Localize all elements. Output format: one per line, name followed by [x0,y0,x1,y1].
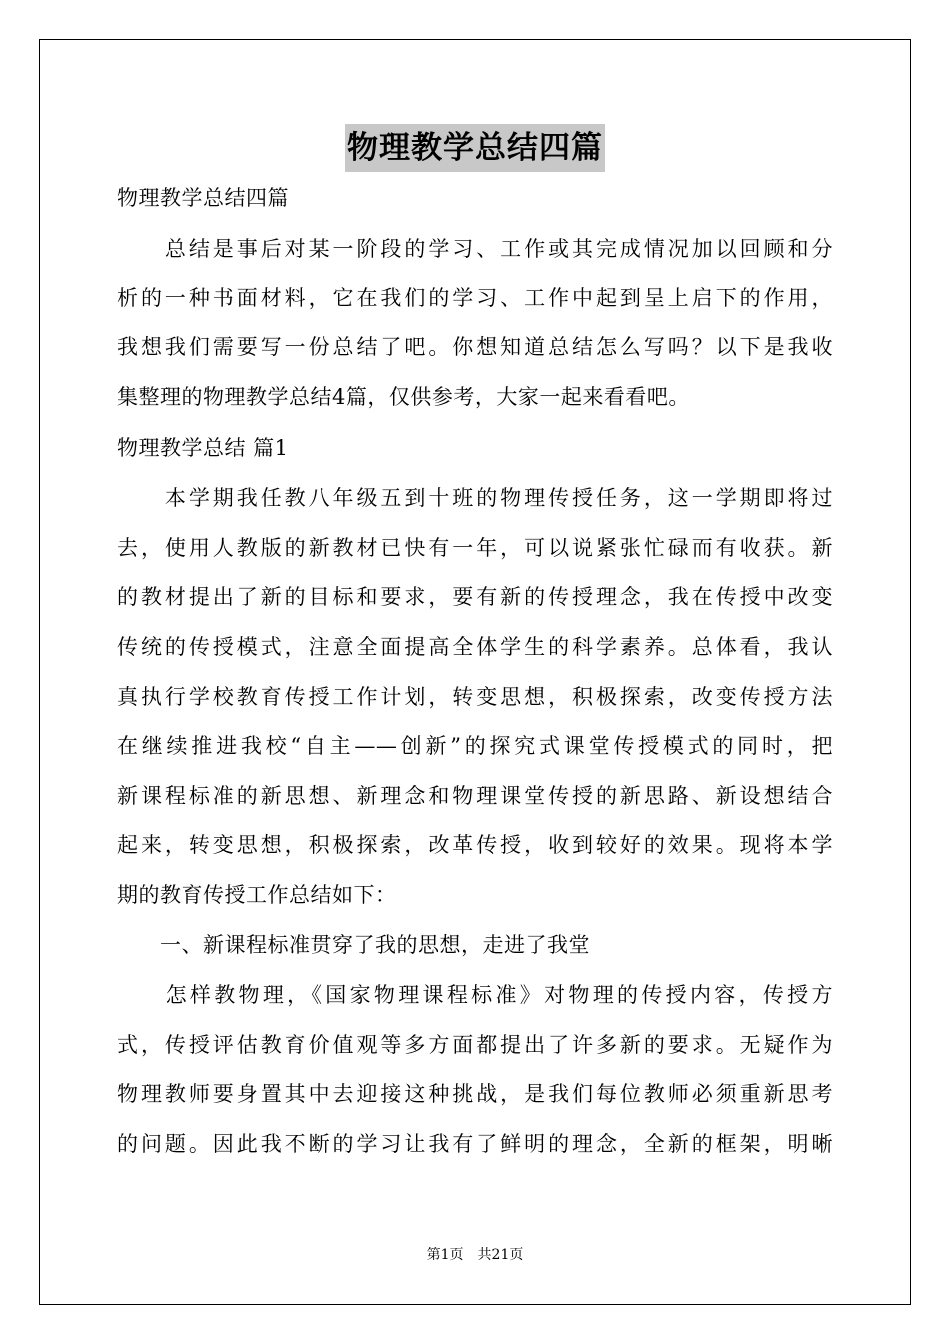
title-container [117,124,833,172]
paragraph-line: 去，使用人教版的新教材已快有一年，可以说紧张忙碌而有收获。新 [117,536,833,560]
paragraph-line: 本学期我任教八年级五到十班的物理传授任务，这一学期即将过 [117,486,833,510]
paragraph-line: 物理教师要身置其中去迎接这种挑战，是我们每位教师必须重新思考 [117,1082,833,1106]
paragraph-line: 真执行学校教育传授工作计划，转变思想，积极探索，改变传授方法 [117,685,833,709]
paragraph-line: 总结是事后对某一阶段的学习、工作或其完成情况加以回顾和分 [117,237,833,261]
paragraph-line: 怎样教物理，《国家物理课程标准》对物理的传授内容，传授方 [117,983,833,1007]
paragraph-line: 析的一种书面材料，它在我们的学习、工作中起到呈上启下的作用， [117,286,833,310]
section-heading: 物理教学总结 篇1 [117,436,289,460]
paragraph-line: 我想我们需要写一份总结了吧。你想知道总结怎么写吗？以下是我收 [117,335,833,359]
page-footer: 第1页 共21页 [426,1247,524,1263]
paragraph-line: 期的教育传授工作总结如下： [117,883,397,907]
paragraph-line: 在继续推进我校“自主——创新”的探究式课堂传授模式的同时，把 [117,734,833,758]
page-border [39,39,911,1305]
paragraph-line: 式，传授评估教育价值观等多方面都提出了许多新的要求。无疑作为 [117,1033,833,1057]
paragraph-line: 新课程标准的新思想、新理念和物理课堂传授的新思路、新设想结合 [117,784,833,808]
subsection-heading: 一、新课程标准贯穿了我的思想，走进了我堂 [117,933,590,957]
paragraph-line: 集整理的物理教学总结4篇，仅供参考，大家一起来看看吧。 [117,385,690,409]
document-title: 物理教学总结四篇 [345,124,605,172]
paragraph-line: 传统的传授模式，注意全面提高全体学生的科学素养。总体看，我认 [117,635,833,659]
paragraph-line: 起来，转变思想，积极探索，改革传授，收到较好的效果。现将本学 [117,833,833,857]
paragraph-line: 的教材提出了新的目标和要求，要有新的传授理念，我在传授中改变 [117,585,833,609]
subtitle-line: 物理教学总结四篇 [117,186,289,210]
paragraph-line: 的问题。因此我不断的学习让我有了鲜明的理念，全新的框架，明晰 [117,1132,833,1156]
